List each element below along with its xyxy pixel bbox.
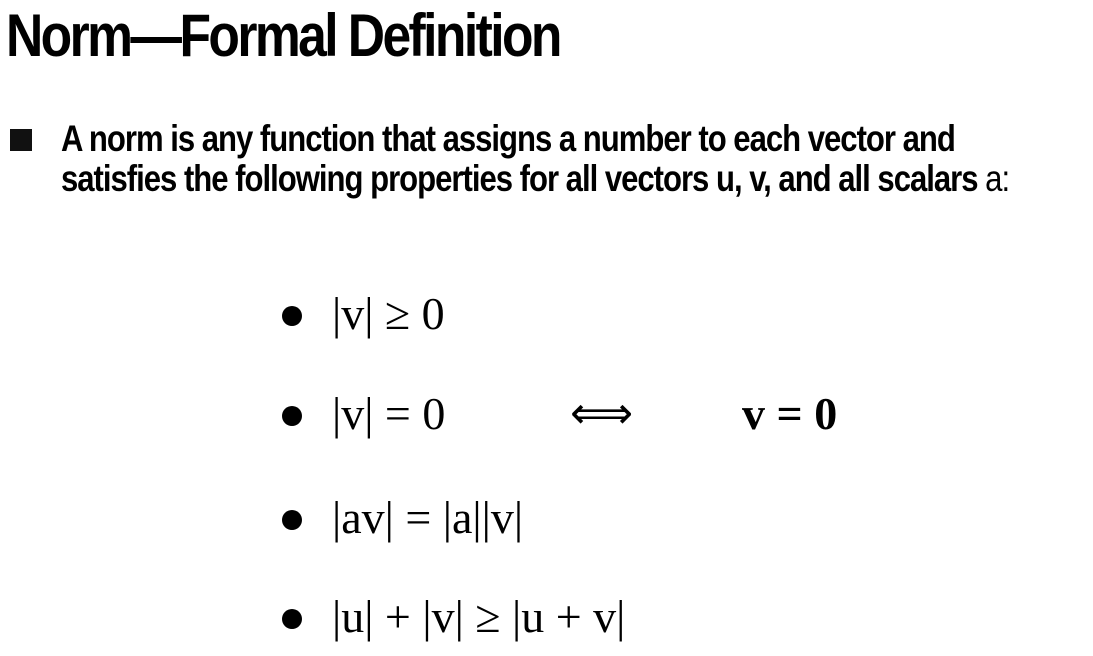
formula-triangle-inequality: |u| + |v| ≥ |u + v|: [332, 591, 626, 642]
intro-text: A norm is any function that assigns a number to each vector and satisfies the following properties for all vectors u, v, and all scalars: [61, 118, 978, 199]
formula-zero-vector: v = 0: [742, 388, 838, 439]
slide-title: Norm—Formal Definition: [6, 2, 560, 69]
bullet-dot-icon: [282, 609, 302, 629]
bullet-dot-icon: [282, 306, 302, 326]
iff-arrow-icon: ⟺: [570, 388, 634, 439]
formula-homogeneity: |av| = |a||v|: [332, 492, 524, 543]
bullet-dot-icon: [282, 406, 302, 426]
intro-scalar: a:: [985, 158, 1010, 199]
bullet-dot-icon: [282, 510, 302, 530]
formula-zero-norm: |v| = 0: [332, 388, 446, 439]
formula-nonnegativity: |v| ≥ 0: [332, 288, 445, 339]
